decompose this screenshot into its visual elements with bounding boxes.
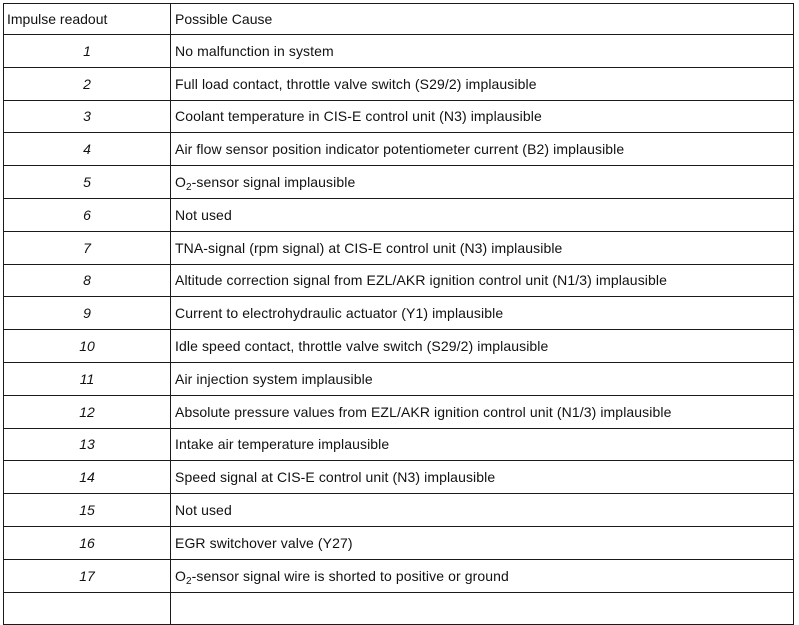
possible-cause-cell: Idle speed contact, throttle valve switch (S29/2) implausible [171, 330, 794, 363]
impulse-readout-cell: 10 [4, 330, 171, 363]
possible-cause-cell [171, 559, 794, 592]
table-row [4, 100, 794, 133]
possible-cause-cell [171, 166, 794, 199]
table-row [4, 428, 794, 461]
table-row [4, 166, 794, 199]
possible-cause-cell: Absolute pressure values from EZL/AKR ignition control unit (N1/3) implausible [171, 395, 794, 428]
impulse-readout-cell: 1 [4, 35, 171, 68]
table-row [4, 264, 794, 297]
impulse-readout-cell: 12 [4, 395, 171, 428]
cause-prefix: O [175, 567, 186, 584]
table-header [4, 4, 794, 35]
possible-cause-cell: Speed signal at CIS-E control unit (N3) implausible [171, 461, 794, 494]
impulse-readout-cell: 13 [4, 428, 171, 461]
impulse-readout-cell: 9 [4, 297, 171, 330]
cause-suffix: -sensor signal implausible [191, 174, 356, 191]
table-row [4, 559, 794, 592]
table-row [4, 67, 794, 100]
cause-suffix: -sensor signal wire is shorted to positive or ground [191, 567, 509, 584]
possible-cause-cell: Altitude correction signal from EZL/AKR ignition control unit (N1/3) implausible [171, 264, 794, 297]
possible-cause-cell: Air injection system implausible [171, 362, 794, 395]
possible-cause-cell: No malfunction in system [171, 35, 794, 68]
table-row [4, 35, 794, 68]
impulse-readout-cell: 4 [4, 133, 171, 166]
table-row [4, 198, 794, 231]
table-row [4, 494, 794, 527]
impulse-readout-table [3, 3, 794, 625]
cause-prefix: O [175, 174, 186, 191]
table-row [4, 133, 794, 166]
possible-cause-cell: Not used [171, 494, 794, 527]
possible-cause-cell [171, 592, 794, 625]
table-row [4, 330, 794, 363]
cause-subscript: 2 [186, 575, 192, 587]
table-row-partial [4, 592, 794, 625]
impulse-readout-cell: 17 [4, 559, 171, 592]
impulse-readout-cell: 5 [4, 166, 171, 199]
impulse-readout-cell: 3 [4, 100, 171, 133]
table-row [4, 297, 794, 330]
possible-cause-cell: Coolant temperature in CIS-E control unit (N3) implausible [171, 100, 794, 133]
table-row [4, 461, 794, 494]
table-row [4, 231, 794, 264]
table-row [4, 526, 794, 559]
impulse-readout-cell: 7 [4, 231, 171, 264]
impulse-readout-cell: 8 [4, 264, 171, 297]
possible-cause-cell: EGR switchover valve (Y27) [171, 526, 794, 559]
possible-cause-cell: Intake air temperature implausible [171, 428, 794, 461]
possible-cause-cell: Current to electrohydraulic actuator (Y1) implausible [171, 297, 794, 330]
possible-cause-cell: Full load contact, throttle valve switch (S29/2) implausible [171, 67, 794, 100]
possible-cause-cell: Not used [171, 198, 794, 231]
impulse-readout-cell: 15 [4, 494, 171, 527]
header-row [4, 4, 794, 35]
impulse-readout-cell [4, 592, 171, 625]
header-possible-cause: Possible Cause [171, 4, 794, 35]
impulse-readout-cell: 14 [4, 461, 171, 494]
impulse-readout-cell: 16 [4, 526, 171, 559]
possible-cause-cell: Air flow sensor position indicator potentiometer current (B2) implausible [171, 133, 794, 166]
table-body [4, 35, 794, 625]
cause-subscript: 2 [186, 182, 192, 194]
impulse-readout-cell: 11 [4, 362, 171, 395]
header-impulse-readout: Impulse readout [4, 4, 171, 35]
impulse-readout-cell: 6 [4, 198, 171, 231]
table-row [4, 395, 794, 428]
impulse-readout-cell: 2 [4, 67, 171, 100]
table-row [4, 362, 794, 395]
possible-cause-cell: TNA-signal (rpm signal) at CIS-E control unit (N3) implausible [171, 231, 794, 264]
